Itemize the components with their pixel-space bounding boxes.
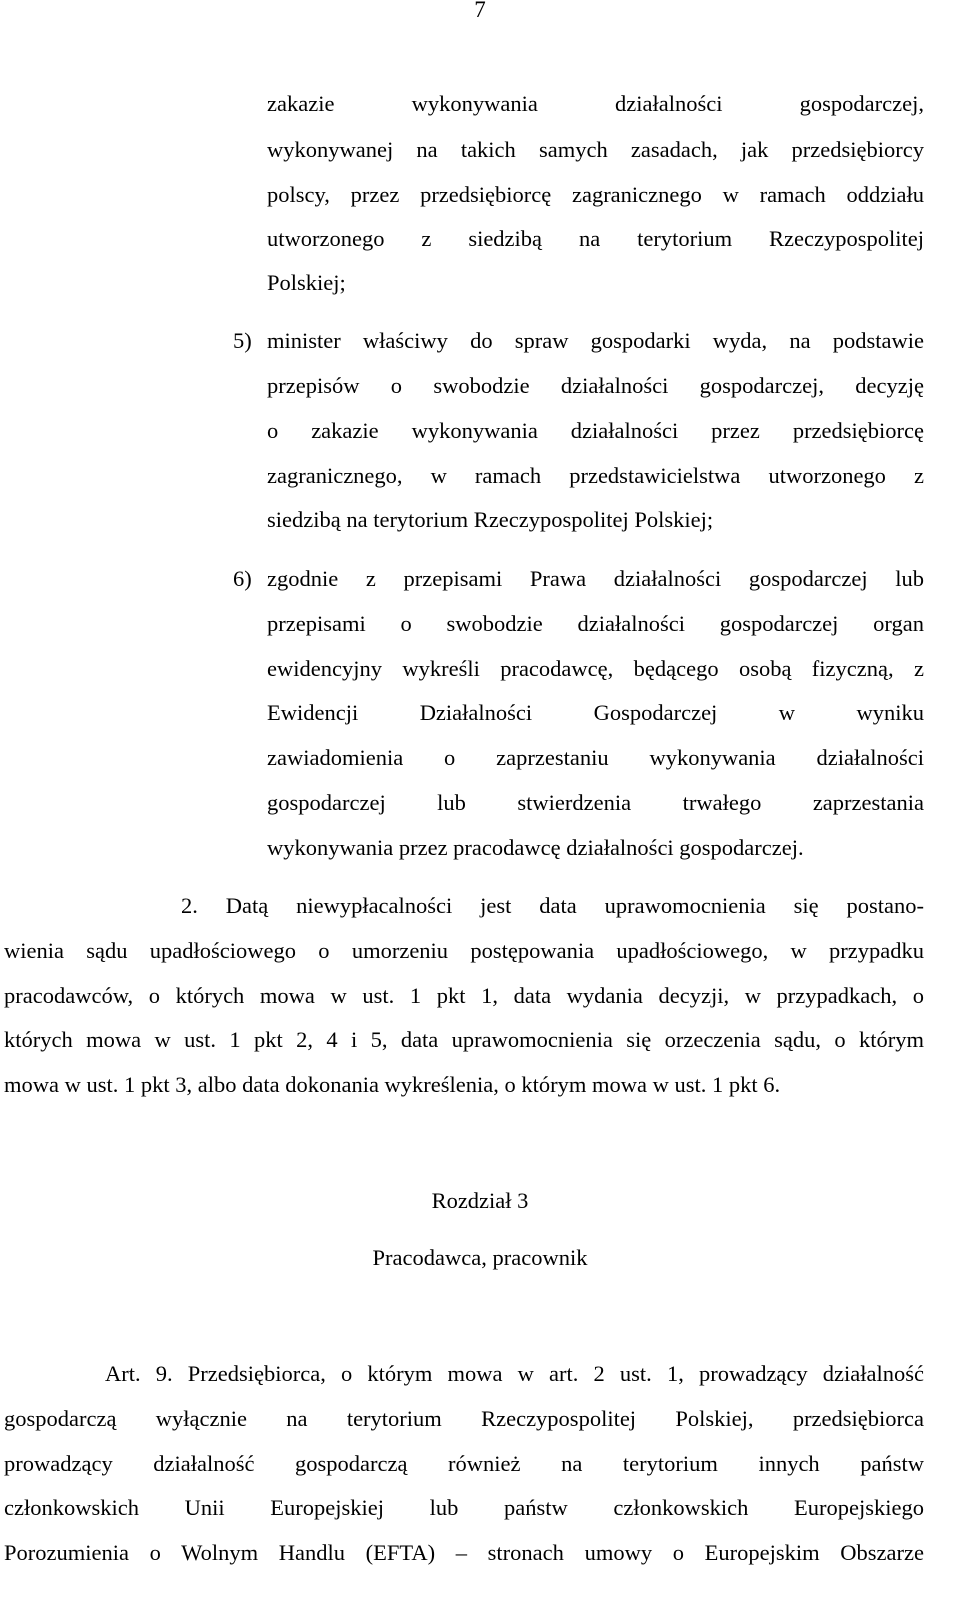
- text-line: o zakazie wykonywania działalności przez przedsiębiorcę: [267, 418, 924, 443]
- text-line: członkowskich Unii Europejskiej lub państw członkowskich Europejskiego: [4, 1495, 924, 1520]
- text-line: przepisów o swobodzie działalności gospodarczej, decyzję: [267, 373, 924, 398]
- text-line: zagranicznego, w ramach przedstawicielstwa utworzonego z: [267, 463, 924, 488]
- text-line: zawiadomienia o zaprzestaniu wykonywania działalności: [267, 745, 924, 770]
- list-item-number: 6): [233, 566, 252, 591]
- text-line: zgodnie z przepisami Prawa działalności gospodarczej lub: [267, 566, 924, 591]
- text-line: pracodawców, o których mowa w ust. 1 pkt 1, data wydania decyzji, w przypadkach, o: [4, 983, 924, 1008]
- text-line: ewidencyjny wykreśli pracodawcę, będącego osobą fizyczną, z: [267, 656, 924, 681]
- text-line: prowadzący działalność gospodarczą również na terytorium innych państw: [4, 1451, 924, 1476]
- text-line: mowa w ust. 1 pkt 3, albo data dokonania wykreślenia, o którym mowa w ust. 1 pkt 6.: [4, 1072, 781, 1097]
- list-item-number: 5): [233, 328, 252, 353]
- text-line: utworzonego z siedzibą na terytorium Rzeczypospolitej: [267, 226, 924, 251]
- text-line: Polskiej;: [267, 270, 346, 295]
- text-line: 2. Datą niewypłacalności jest data uprawomocnienia się postano-: [181, 893, 924, 918]
- text-line: Art. 9. Przedsiębiorca, o którym mowa w art. 2 ust. 1, prowadzący działalność: [105, 1361, 924, 1386]
- text-line: gospodarczej lub stwierdzenia trwałego zaprzestania: [267, 790, 924, 815]
- text-line: wienia sądu upadłościowego o umorzeniu postępowania upadłościowego, w przypadku: [4, 938, 924, 963]
- text-line: wykonywanej na takich samych zasadach, jak przedsiębiorcy: [267, 137, 924, 162]
- text-line: polscy, przez przedsiębiorcę zagranicznego w ramach oddziału: [267, 182, 924, 207]
- text-line: siedzibą na terytorium Rzeczypospolitej Polskiej;: [267, 507, 714, 532]
- text-line: Porozumienia o Wolnym Handlu (EFTA) – stronach umowy o Europejskim Obszarze: [4, 1540, 924, 1565]
- text-line: których mowa w ust. 1 pkt 2, 4 i 5, data uprawomocnienia się orzeczenia sądu, o którym: [4, 1027, 924, 1052]
- text-line: minister właściwy do spraw gospodarki wyda, na podstawie: [267, 328, 924, 353]
- chapter-number: Rozdział 3: [431, 1188, 529, 1213]
- text-line: gospodarczą wyłącznie na terytorium Rzeczypospolitej Polskiej, przedsiębiorca: [4, 1406, 924, 1431]
- text-line: wykonywania przez pracodawcę działalności gospodarczej.: [267, 835, 804, 860]
- page-number: 7: [474, 0, 486, 22]
- text-line: Ewidencji Działalności Gospodarczej w wyniku: [267, 700, 924, 725]
- chapter-title: Pracodawca, pracownik: [372, 1245, 588, 1270]
- text-line: przepisami o swobodzie działalności gospodarczej organ: [267, 611, 924, 636]
- text-line: zakazie wykonywania działalności gospodarczej,: [267, 91, 924, 116]
